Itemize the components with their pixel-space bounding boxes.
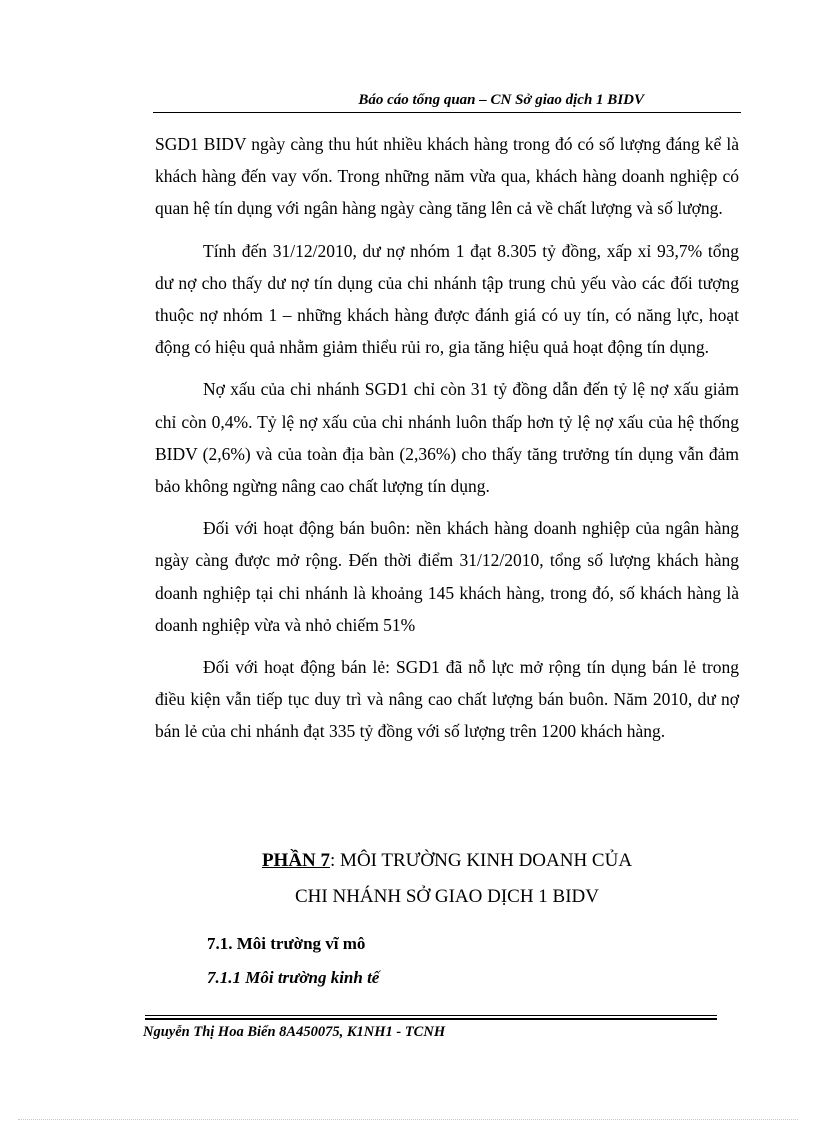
section-heading — [155, 843, 739, 915]
footer-rule-thin — [145, 1015, 717, 1016]
header-title: Báo cáo tổng quan – CN Sở giao dịch 1 BIDV — [358, 92, 644, 108]
footer-rule-thick — [145, 1018, 717, 1020]
paragraph-5: Đối với hoạt động bán lẻ: SGD1 đã nỗ lực mở rộng tín dụng bán lẻ trong điều kiện vẫn tiếp tục duy trì và nâng cao chất lượng bán buôn. Năm 2010, dư nợ bán lẻ của chi nhánh đạt 335 tỷ đồng với số lượng trên 1200 khách hàng. — [155, 657, 739, 742]
paragraph-3: Nợ xấu của chi nhánh SGD1 chỉ còn 31 tỷ đồng dẫn đến tỷ lệ nợ xấu giảm chỉ còn 0,4%. Tỷ lệ nợ xấu của chi nhánh luôn thấp hơn tỷ lệ nợ xấu của hệ thống BIDV (2,6%) và của toàn địa bàn (2,36%) cho thấy tăng trưởng tín dụng vẫn đảm bảo không ngừng nâng cao chất lượng tín dụng. — [155, 379, 739, 497]
section-title-1: : MÔI TRƯỜNG KINH DOANH CỦA — [330, 850, 633, 871]
section-title-2: CHI NHÁNH SỞ GIAO DỊCH 1 BIDV — [295, 886, 599, 907]
section-label: PHẦN 7 — [261, 850, 331, 871]
paragraph-1: SGD1 BIDV ngày càng thu hút nhiều khách hàng trong đó có số lượng đáng kể là khách hàng đến vay vốn. Trong những năm vừa qua, khách hàng doanh nghiệp có quan hệ tín dụng với ngân hàng ngày càng tăng lên cả về chất lượng và số lượng. — [155, 134, 739, 219]
paragraph-2: Tính đến 31/12/2010, dư nợ nhóm 1 đạt 8.305 tỷ đồng, xấp xỉ 93,7% tổng dư nợ cho thấy dư nợ tín dụng của chi nhánh tập trung chủ yếu vào các đối tượng thuộc nợ nhóm 1 – những khách hàng được đánh giá có uy tín, có năng lực, hoạt động có hiệu quả nhằm giảm thiểu rủi ro, gia tăng hiệu quả hoạt động tín dụng. — [155, 240, 739, 358]
page-footer: Nguyễn Thị Hoa Biển 8A450075, K1NH1 - TCNH — [143, 1024, 446, 1040]
header-rule — [153, 112, 741, 113]
subsubsection-heading: 7.1.1 Môi trường kinh tế — [207, 968, 380, 987]
page-edge — [18, 1119, 798, 1120]
section-heading-line-1 — [155, 843, 739, 879]
subsection-heading: 7.1. Môi trường vĩ mô — [207, 934, 366, 953]
body-text — [155, 128, 739, 758]
paragraph-4: Đối với hoạt động bán buôn: nền khách hàng doanh nghiệp của ngân hàng ngày càng được mở rộng. Đến thời điểm 31/12/2010, tổng số lượng khách hàng doanh nghiệp tại chi nhánh là khoảng 145 khách hàng, trong đó, số khách hàng là doanh nghiệp vừa và nhỏ chiếm 51% — [155, 518, 739, 635]
page-header — [153, 88, 739, 112]
